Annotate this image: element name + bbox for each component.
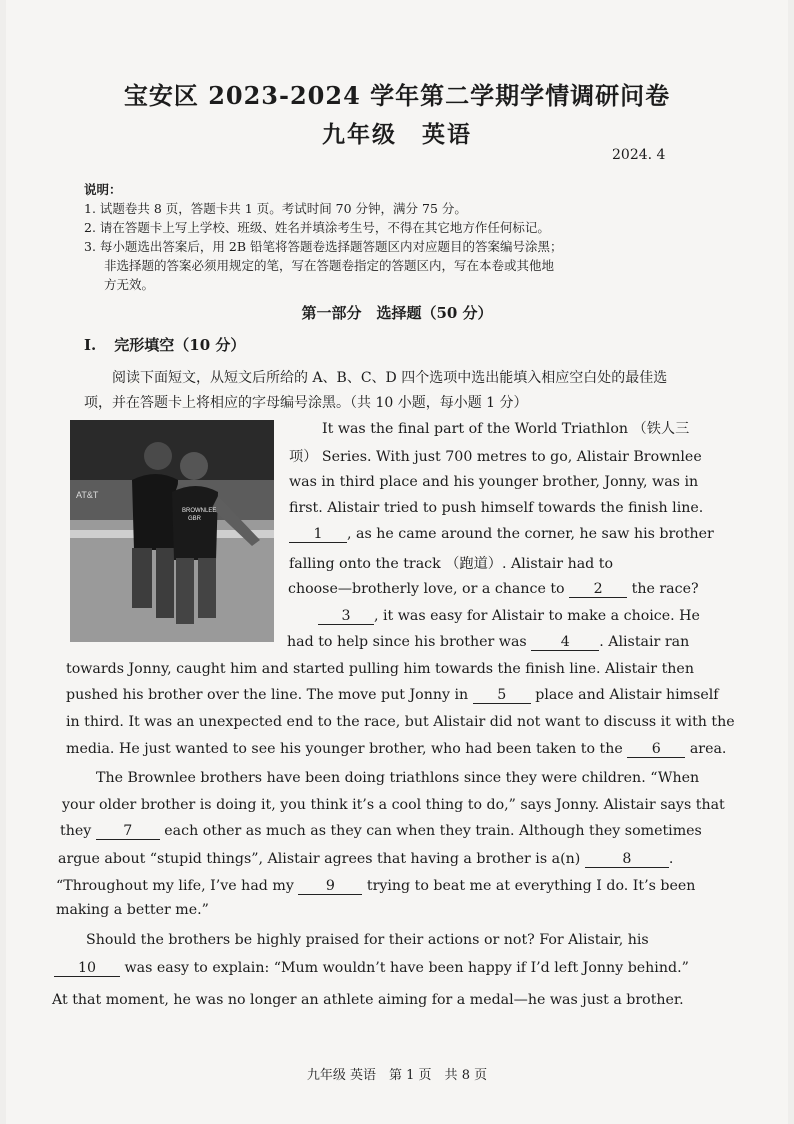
athletes-photo [70,420,274,642]
page-footer: 九年级 英语 第 1 页 共 8 页 [306,1068,488,1083]
passage-line [289,526,714,543]
notes-label: 说明： [84,182,122,197]
passage-line [54,960,689,977]
passage-text: the race? [631,581,699,597]
photo-jersey-text: GBR [188,516,202,522]
exam-date: 2024. 4 [612,147,666,163]
exam-title: 宝安区 2023-2024 学年第二学期学情调研问卷 [123,81,671,110]
photo-jersey-text: BROWNLEE [182,508,217,514]
passage-line [287,634,689,651]
athletes-photo-illustration [70,420,274,642]
blank-1[interactable]: 1 [289,526,347,543]
part-heading [84,334,263,355]
passage-line [66,687,719,704]
blank-8[interactable]: 8 [585,851,669,868]
passage-text: place and Alistair himself [535,687,719,703]
cloze-instructions: 阅读下面短文，从短文后所给的 A、B、C、D 四个选项中选出能填入相应空白处的最佳选项，并在答题卡上将相应的字母编号涂黑。（共 10 小题，每小题 1 分） [84,370,668,411]
passage-line: The Brownlee brothers have been doing triathlons since they were children. “When [96,770,700,786]
blank-3[interactable]: 3 [318,608,374,625]
note-item: 2. 请在答题卡上写上学校、班级、姓名并填涂考生号，不得在其它地方作任何标记。 [84,220,550,235]
passage-line [318,608,700,625]
passage-line: falling onto the track （跑道）. Alistair had to [289,556,614,572]
part-title: 完形填空（10 分） [114,336,246,354]
passage-text: pushed his brother over the line. The move put Jonny in [66,687,469,703]
passage-text: trying to beat me at everything I do. It’s been [366,878,696,894]
passage-text: area. [689,741,727,757]
passage-line [60,823,702,840]
passage-text: , it was easy for Alistair to make a choice. He [374,608,700,624]
blank-10[interactable]: 10 [54,960,120,977]
passage-text: , as he came around the corner, he saw his brother [347,526,714,542]
note-item: 非选择题的答案必须用规定的笔，写在答题卷指定的答题区内，写在本卷或其他地 [104,258,555,273]
passage-line [288,581,699,598]
blank-2[interactable]: 2 [569,581,627,598]
passage-line: in third. It was an unexpected end to the race, but Alistair did not want to discuss it with the [66,714,735,730]
note-item: 1. 试题卷共 8 页，答题卡共 1 页。考试时间 70 分钟，满分 75 分。 [84,201,467,216]
passage-text: argue about “stupid things”, Alistair agrees that having a brother is a(n) [58,851,581,867]
passage-line: Should the brothers be highly praised for their actions or not? For Alistair, his [86,932,649,948]
passage-text: media. He just wanted to see his younger brother, who had been taken to the [66,741,623,757]
instructions-notes [84,180,680,294]
passage-line: At that moment, he was no longer an athlete aiming for a medal—he was just a brother. [52,992,684,1008]
passage-text: was easy to explain: “Mum wouldn’t have been happy if I’d left Jonny behind.” [124,960,689,976]
passage-text: . Alistair ran [599,634,690,650]
blank-4[interactable]: 4 [531,634,599,651]
passage-text: choose—brotherly love, or a chance to [288,581,565,597]
part-number: I. [84,336,97,354]
passage-text: had to help since his brother was [287,634,527,650]
photo-bib-text: AT&T [76,490,99,500]
passage-line [58,851,673,868]
passage-line [66,741,726,758]
section-title: 第一部分 选择题（50 分） [301,304,493,322]
blank-5[interactable]: 5 [473,687,531,704]
exam-subtitle: 九年级 英语 [322,121,472,148]
passage-text: they [60,823,92,839]
passage-text: each other as much as they can when they train. Although they sometimes [164,823,702,839]
passage-line: first. Alistair tried to push himself towards the finish line. [289,500,704,516]
blank-7[interactable]: 7 [96,823,160,840]
blank-6[interactable]: 6 [627,741,685,758]
passage-line [56,878,695,895]
passage-text: . [668,851,674,867]
note-item: 方无效。 [104,277,155,292]
passage-line: making a better me.” [56,902,209,918]
passage-line: It was the final part of the World Triathlon （铁人三 [322,421,690,437]
note-item: 3. 每小题选出答案后，用 2B 铅笔将答题卷选择题答题区内对应题目的答案编号涂黑； [84,239,563,254]
passage-line: your older brother is doing it, you think it’s a cool thing to do,” says Jonny. Alistair says that [62,797,725,813]
passage-text: “Throughout my life, I’ve had my [56,878,294,894]
passage-line: towards Jonny, caught him and started pulling him towards the finish line. Alistair then [66,661,694,677]
passage-line: 项） Series. With just 700 metres to go, Alistair Brownlee [289,449,702,465]
passage-line: was in third place and his younger brother, Jonny, was in [289,474,699,490]
blank-9[interactable]: 9 [298,878,362,895]
